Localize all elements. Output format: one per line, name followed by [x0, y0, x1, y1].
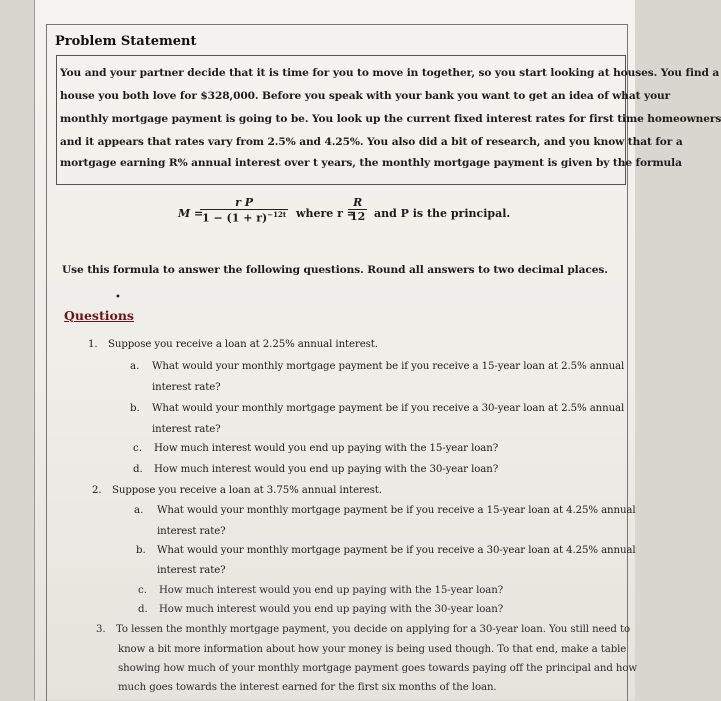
- question-1a-line-1: What would your monthly mortgage payment be if you receive a 15-year loan at 2.5% annual: [152, 361, 625, 372]
- r-denominator: 12: [350, 210, 366, 223]
- question-1d-label: d.: [133, 464, 143, 475]
- questions-heading: Questions: [64, 308, 134, 323]
- question-1a-label: a.: [130, 361, 140, 372]
- question-2b-label: b.: [136, 545, 146, 556]
- question-3-number: 3.: [96, 624, 106, 635]
- stray-mark: •: [115, 292, 121, 303]
- question-3-line-1: To lessen the monthly mortgage payment, you decide on applying for a 30-year loan. You still need to: [116, 624, 630, 635]
- question-2a-label: a.: [134, 505, 144, 516]
- question-2a-line-2: interest rate?: [157, 526, 226, 537]
- formula-fraction: [200, 196, 288, 225]
- question-2d-text: How much interest would you end up paying with the 30-year loan?: [159, 604, 504, 615]
- formula-where: where r =: [296, 207, 356, 220]
- question-1c-text: How much interest would you end up paying with the 15-year loan?: [154, 443, 499, 454]
- question-3-line-3: showing how much of your monthly mortgage payment goes towards paying off the principal and how: [118, 663, 638, 674]
- statement-line-3: monthly mortgage payment is going to be. You look up the current fixed interest rates for first time homeowners: [60, 113, 721, 125]
- formula-lhs: M =: [178, 207, 204, 220]
- problem-statement-heading: Problem Statement: [55, 34, 197, 49]
- question-3-line-2: know a bit more information about how your money is being used though. To that end, make a table: [118, 644, 627, 655]
- question-1-text: Suppose you receive a loan at 2.25% annual interest.: [108, 339, 378, 350]
- question-2b-line-2: interest rate?: [157, 565, 226, 576]
- r-numerator: R: [348, 196, 367, 210]
- question-2b-line-1: What would your monthly mortgage payment be if you receive a 30-year loan at 4.25% annual: [157, 545, 636, 556]
- mortgage-formula: [178, 196, 518, 232]
- question-1a-line-2: interest rate?: [152, 382, 221, 393]
- question-2c-text: How much interest would you end up paying with the 15-year loan?: [159, 585, 504, 596]
- question-2d-label: d.: [138, 604, 148, 615]
- question-1b-label: b.: [130, 403, 140, 414]
- statement-line-2: house you both love for $328,000. Before you speak with your bank you want to get an idea of what your: [60, 90, 671, 102]
- formula-exponent: −12t: [267, 210, 287, 219]
- question-1c-label: c.: [133, 443, 142, 454]
- formula-numerator: r P: [200, 196, 288, 210]
- question-2a-line-1: What would your monthly mortgage payment be if you receive a 15-year loan at 4.25% annual: [157, 505, 636, 516]
- statement-line-4: and it appears that rates vary from 2.5% and 4.25%. You also did a bit of research, and you know that for a: [60, 136, 683, 148]
- question-2-number: 2.: [92, 485, 102, 496]
- instruction-text: Use this formula to answer the following questions. Round all answers to two decimal places.: [62, 264, 608, 276]
- question-2c-label: c.: [138, 585, 147, 596]
- question-3-line-4: much goes towards the interest earned for the first six months of the loan.: [118, 682, 497, 693]
- question-1b-line-1: What would your monthly mortgage payment be if you receive a 30-year loan at 2.5% annual: [152, 403, 625, 414]
- formula-principal-note: and P is the principal.: [374, 207, 511, 220]
- statement-line-1: You and your partner decide that it is time for you to move in together, so you start looking at houses. You find a: [60, 67, 720, 79]
- formula-denominator: $1 - (1 + r)^{-12t}$: [202, 210, 287, 225]
- statement-line-5: mortgage earning R% annual interest over t years, the monthly mortgage payment is given by the formula: [60, 157, 682, 169]
- question-1b-line-2: interest rate?: [152, 424, 221, 435]
- question-1-number: 1.: [88, 339, 98, 350]
- r-fraction: [348, 196, 367, 223]
- question-2-text: Suppose you receive a loan at 3.75% annual interest.: [112, 485, 382, 496]
- question-1d-text: How much interest would you end up paying with the 30-year loan?: [154, 464, 499, 475]
